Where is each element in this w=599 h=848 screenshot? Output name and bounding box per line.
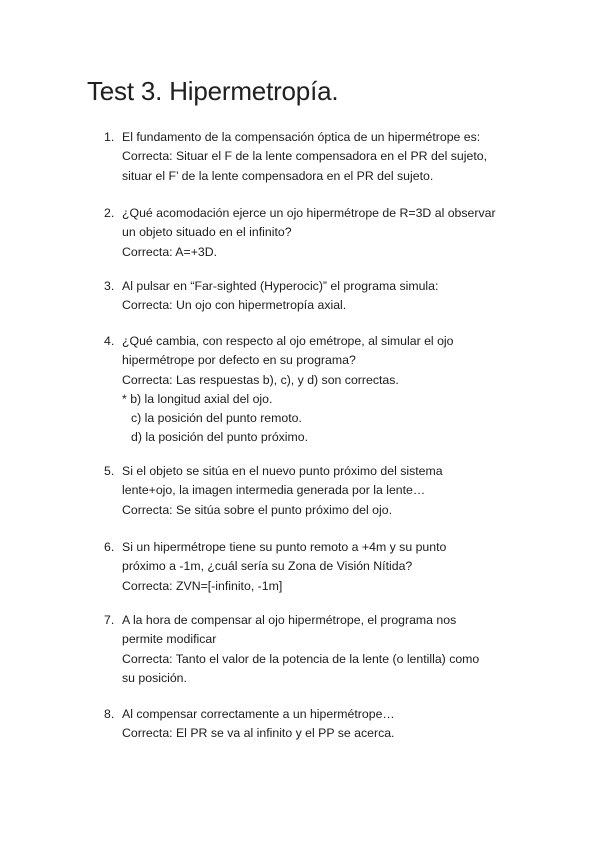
answer-text: su posición.: [122, 670, 187, 685]
question-text: lente+ojo, la imagen intermedia generada por la lente…: [122, 483, 426, 498]
question-text: próximo a -1m, ¿cuál sería su Zona de Visión Nítida?: [122, 559, 413, 574]
question-text: ¿Qué cambia, con respecto al ojo emétrope, al simular el ojo: [122, 334, 454, 348]
answer-option-b: * b) la longitud axial del ojo.: [122, 391, 273, 406]
answer-text: Correcta: El PR se va al infinito y el PP se acerca.: [122, 726, 395, 741]
question-number: 4.: [104, 334, 115, 348]
question-6: [104, 538, 524, 596]
answer-text: Correcta: ZVN=[-infinito, -1m]: [122, 578, 283, 593]
question-text: un objeto situado en el infinito?: [122, 225, 292, 240]
question-text: Si el objeto se sitúa en el nuevo punto próximo del sistema: [122, 464, 443, 478]
question-number: 6.: [104, 540, 115, 554]
question-number: 2.: [104, 206, 115, 220]
answer-option-d: d) la posición del punto próximo.: [131, 430, 309, 445]
answer-text: Correcta: Se sitúa sobre el punto próximo del ojo.: [122, 502, 392, 517]
question-number: 5.: [104, 464, 115, 478]
question-number: 7.: [104, 613, 115, 627]
question-text: hipermétrope por defecto en su programa?: [122, 353, 356, 368]
question-7: [104, 611, 524, 688]
question-number: 1.: [104, 130, 115, 144]
question-4: [104, 332, 524, 448]
answer-text: Correcta: Un ojo con hipermetropía axial.: [122, 298, 347, 313]
question-number: 3.: [104, 279, 115, 293]
question-text: Al compensar correctamente a un hipermétrope…: [122, 707, 395, 721]
answer-option-c: c) la posición del punto remoto.: [131, 411, 302, 426]
question-text: ¿Qué acomodación ejerce un ojo hipermétrope de R=3D al observar: [122, 206, 496, 220]
question-text: El fundamento de la compensación óptica de un hipermétrope es:: [122, 130, 481, 144]
answer-text: Correcta: A=+3D.: [122, 244, 218, 259]
question-text: A la hora de compensar al ojo hipermétrope, el programa nos: [122, 613, 457, 627]
question-1: [104, 128, 524, 186]
question-2: [104, 204, 524, 262]
answer-text: Correcta: Situar el F de la lente compensadora en el PR del sujeto,: [122, 149, 488, 164]
page-title: Test 3. Hipermetropía.: [87, 76, 339, 106]
question-8: [104, 705, 524, 744]
question-number: 8.: [104, 707, 115, 721]
question-text: Si un hipermétrope tiene su punto remoto a +4m y su punto: [122, 540, 447, 554]
question-3: [104, 277, 524, 316]
answer-text: Correcta: Las respuestas b), c), y d) son correctas.: [122, 372, 399, 387]
answer-text: situar el F’ de la lente compensadora en el PR del sujeto.: [122, 168, 434, 183]
answer-text: Correcta: Tanto el valor de la potencia de la lente (o lentilla) como: [122, 651, 480, 666]
question-5: [104, 462, 524, 520]
question-text: Al pulsar en “Far-sighted (Hyperocic)” el programa simula:: [122, 279, 439, 293]
question-text: permite modificar: [122, 632, 217, 647]
